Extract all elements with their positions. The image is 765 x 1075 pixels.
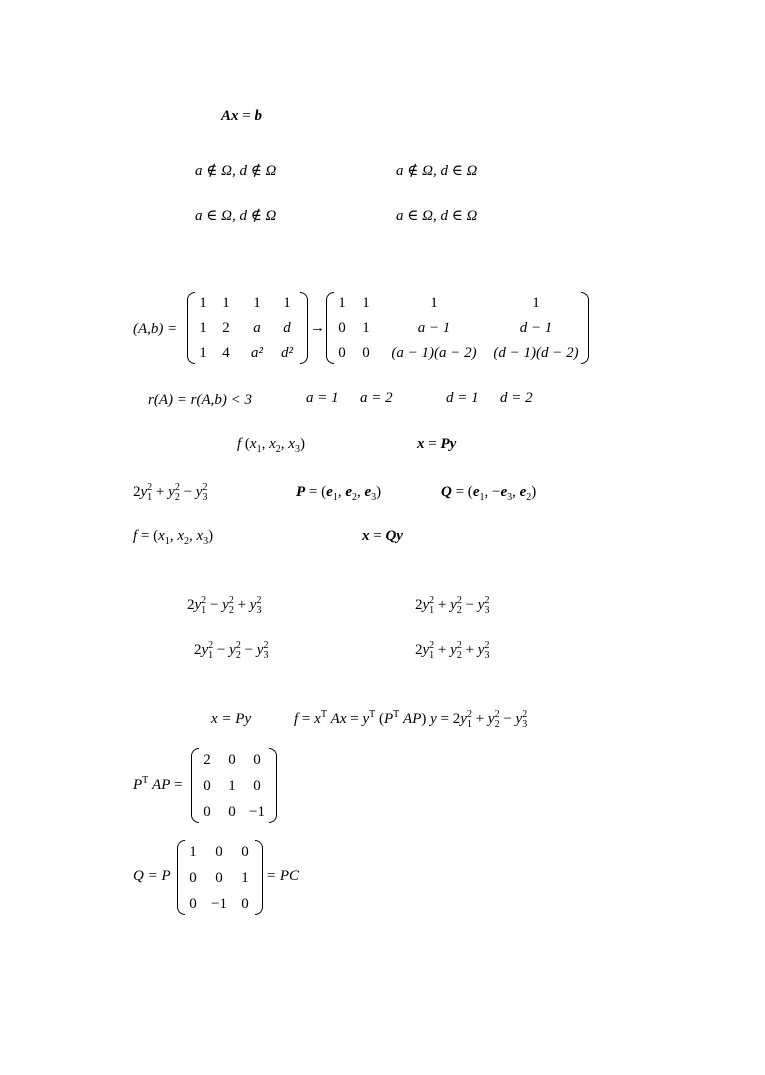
ab-label: (A,b) = xyxy=(133,321,178,337)
d-equals-2: d = 2 xyxy=(500,390,533,406)
case-3: a ∈ Ω, d ∉ Ω xyxy=(195,208,277,224)
p-definition: $P = (e_1$, $e_2$, $e_3$) xyxy=(296,484,382,503)
case-1: a ∉ Ω, d ∉ Ω xyxy=(195,163,277,179)
rank-condition: r(A) = r(A,b) < 3 xyxy=(148,392,252,408)
x-equals-py: x = Py xyxy=(211,711,252,727)
q-equals-p: Q = P xyxy=(133,868,171,884)
option-c: $2y_1^2 - y_2^2 - y_3^2$ xyxy=(194,640,269,661)
option-a: $2y_1^2 - y_2^2 + y_3^2$ xyxy=(187,595,262,616)
f-equals-x: $f = (x_1$, $x_2$, $x_3$) xyxy=(133,528,214,547)
x-equals-py-bold: x = Py xyxy=(417,436,457,452)
matrix-ptap: 2 0 0 0 1 0 0 0 −1 xyxy=(191,748,277,823)
q-definition: $Q = (e_1$, $-e_3$, $e_2$) xyxy=(441,484,537,503)
ptap-label: $P^T$ AP = xyxy=(133,775,183,793)
matrix-ab: 1 1 1 1 1 2 a d 1 4 a² d² xyxy=(187,292,308,364)
case-2: a ∉ Ω, d ∈ Ω xyxy=(396,163,478,179)
arrow: → xyxy=(310,320,325,336)
a-equals-1: a = 1 xyxy=(306,390,339,406)
d-equals-1: d = 1 xyxy=(446,390,479,406)
a-equals-2: a = 2 xyxy=(360,390,393,406)
f-of-x: f ($x_1$, $x_2$, $x_3$) xyxy=(237,436,305,455)
x-equals-qy-bold: x = Qy xyxy=(362,528,403,544)
f-expansion: $f = x^T$ $Ax = y^T$ ($P^T$ AP) $y = 2y_1^2 + y_2^2 - y_3^2$ xyxy=(294,709,528,730)
matrix-ab-reduced: 1 1 1 1 0 1 a − 1 d − 1 0 0 (a − 1)(a − 2) (d − 1)(d − 2) xyxy=(326,292,589,364)
option-d: $2y_1^2 + y_2^2 + y_3^2$ xyxy=(415,640,490,661)
matrix-c: 1 0 0 0 0 1 0 −1 0 xyxy=(177,840,263,915)
eq-ax-b: Ax = b xyxy=(221,108,262,124)
equals-pc: = PC xyxy=(266,868,300,884)
option-b: $2y_1^2 + y_2^2 - y_3^2$ xyxy=(415,595,490,616)
quadratic-form: $2y_1^2 + y_2^2 - y_3^2$ xyxy=(133,482,208,503)
case-4: a ∈ Ω, d ∈ Ω xyxy=(396,208,478,224)
